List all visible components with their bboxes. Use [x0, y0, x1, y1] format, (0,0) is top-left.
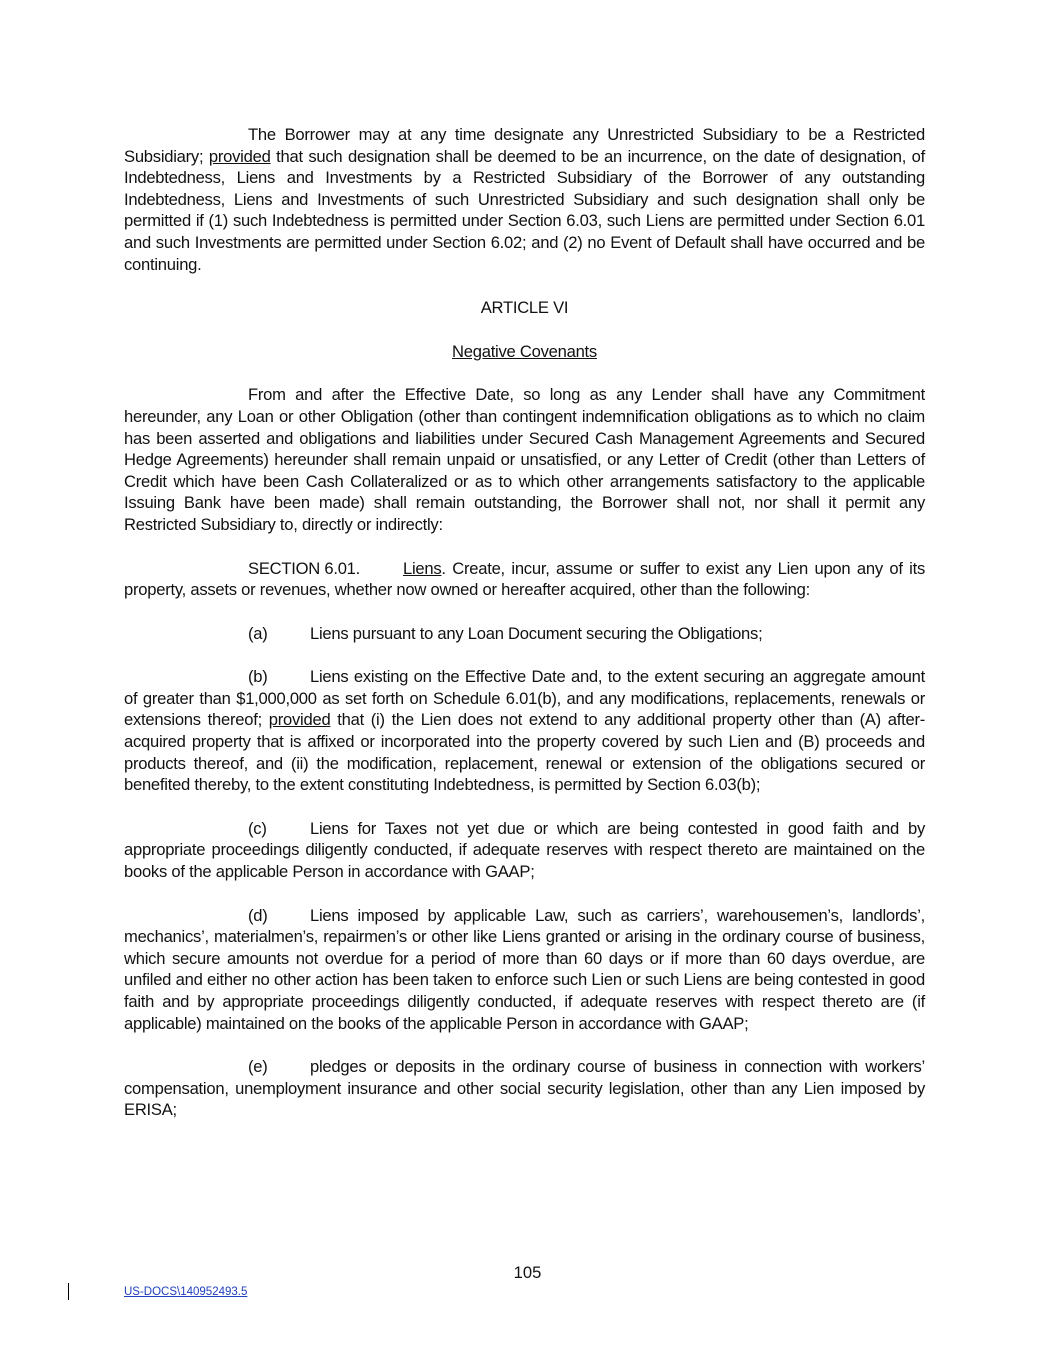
- designation-text-start: The Borrower may at any time designate any Unrestricted Subsidiary to be a Restricted Subsidiary;: [124, 125, 925, 166]
- clause-a-label: (a): [248, 623, 268, 643]
- clause-e: [124, 1056, 925, 1121]
- page-number: 105: [513, 1263, 542, 1282]
- article-title-text: Negative Covenants: [452, 341, 597, 361]
- revision-change-bar: [68, 1283, 69, 1300]
- clause-b-text-start: Liens existing on the Effective Date and, to the extent securing an aggregate amount of greater than $1,000,000 as set forth on Schedule 6.01(b), and any modifications, replacements, renewals or extensions thereof;: [124, 667, 925, 730]
- clause-b: [124, 666, 925, 796]
- clause-e-text: pledges or deposits in the ordinary course of business in connection with workers’ compensation, unemployment insurance and other social security legislation, other than any Lien imposed by ERISA;: [124, 1057, 925, 1120]
- clause-e-label: (e): [248, 1057, 268, 1077]
- clause-a-text: Liens pursuant to any Loan Document securing the Obligations;: [310, 623, 763, 643]
- designation-paragraph: [124, 124, 925, 275]
- clause-a: [124, 623, 925, 645]
- section-number: SECTION 6.01.: [248, 558, 361, 578]
- clause-c-text: Liens for Taxes not yet due or which are being contested in good faith and by appropriate proceedings diligently conducted, if adequate reserves with respect thereto are maintained on the books of the applicable Person in accordance with GAAP;: [124, 818, 925, 882]
- document-page: [124, 124, 925, 1143]
- covenant-preamble: From and after the Effective Date, so long as any Lender shall have any Commitment hereunder, any Loan or other Obligation (other than contingent indemnification obligations as to which no claim has been asserted and obligations and liabilities under Secured Cash Management Agreements and Secured Hedge Agreements) hereunder shall remain unpaid or unsatisfied, or any Letter of Credit (other than Letters of Credit which have been Cash Collateralized or as to which other arrangements satisfactory to the applicable Issuing Bank have been made) shall remain outstanding, the Borrower shall not, nor shall it permit any Restricted Subsidiary to, directly or indirectly:: [124, 385, 925, 534]
- clause-b-label: (b): [248, 667, 268, 687]
- section-6-01: [124, 558, 925, 601]
- clause-c: [124, 818, 925, 883]
- article-title: [124, 341, 925, 363]
- clause-d: [124, 905, 925, 1035]
- section-title: Liens: [403, 558, 442, 578]
- provided-term: provided: [208, 146, 271, 166]
- footer-document-id-link[interactable]: US-DOCS\140952493.5: [124, 1286, 248, 1298]
- clause-d-label: (d): [248, 905, 268, 925]
- clause-c-label: (c): [248, 818, 267, 838]
- article-heading: ARTICLE VI: [480, 298, 569, 318]
- section-text: . Create, incur, assume or suffer to exist any Lien upon any of its property, assets or revenues, whether now owned or hereafter acquired, other than the following:: [124, 558, 925, 600]
- clause-b-text-end: that (i) the Lien does not extend to any additional property other than (A) after-acquired property that is affixed or incorporated into the property covered by such Lien and (B) proceeds and products thereof, and (ii) the modification, replacement, renewal or extension of the obligations secured or benefited thereby, to the extent constituting Indebtedness, is permitted by Section 6.03(b);: [124, 710, 926, 795]
- designation-text-end: that such designation shall be deemed to be an incurrence, on the date of designation, of Indebtedness, Liens and Investments by a Restricted Subsidiary of the Borrower of any outstanding Indebtedness, Liens and Investments of such Unrestricted Subsidiary and such designation shall only be permitted if (1) such Indebtedness is permitted under Section 6.03, such Liens are permitted under Section 6.01 and such Investments are permitted under Section 6.02; and (2) no Event of Default shall have occurred and be continuing.: [124, 146, 925, 274]
- clause-d-text: Liens imposed by applicable Law, such as carriers’, warehousemen’s, landlords’, mechanics’, materialmen’s, repairmen’s or other like Liens granted or arising in the ordinary course of business, which secure amounts not overdue for a period of more than 60 days or if more than 60 days overdue, are unfiled and either no other action has been taken to enforce such Lien or such Liens are being contested in good faith and by appropriate proceedings diligently conducted, if adequate reserves with respect thereto are (if applicable) maintained on the books of the applicable Person in accordance with GAAP;: [124, 905, 925, 1033]
- clause-b-provided-term: provided: [268, 710, 331, 730]
